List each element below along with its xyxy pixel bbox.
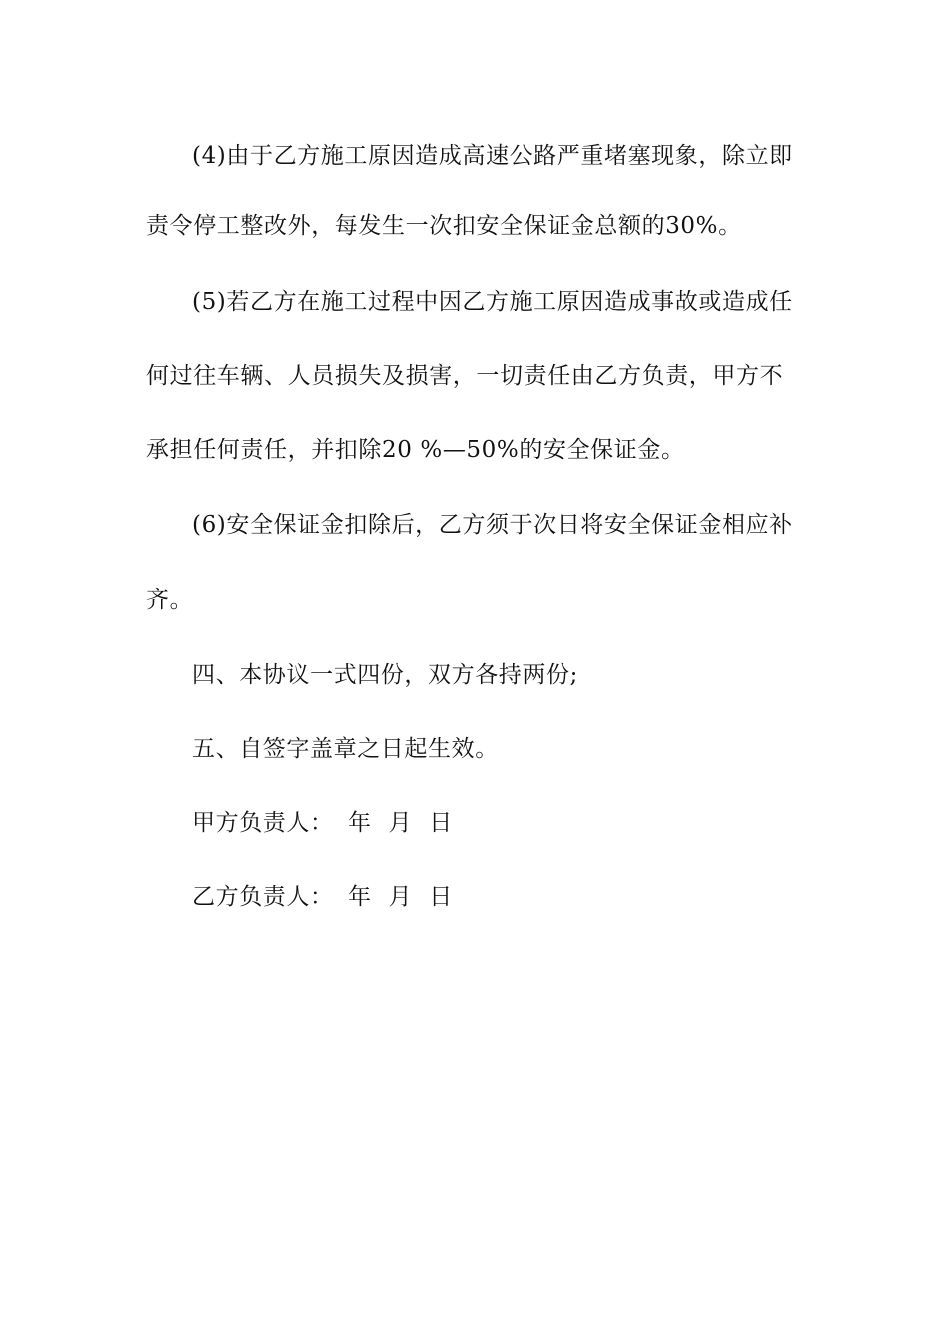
party-b-signature-line (192, 882, 453, 912)
party-b-month: 月 (388, 884, 413, 910)
party-a-label: 甲方负责人： (192, 810, 334, 836)
party-a-year: 年 (348, 810, 372, 836)
paragraph-6-line-2: 齐。 (146, 587, 194, 613)
party-a-signature-line (192, 808, 453, 838)
clause-four: 四、本协议一式四份，双方各持两份; (192, 662, 578, 688)
paragraph-6-line-1: (6)安全保证金扣除后，乙方须于次日将安全保证金相应补 (192, 512, 793, 538)
paragraph-5-line-2: 何过往车辆、人员损失及损害，一切责任由乙方负责，甲方不 (146, 363, 784, 389)
party-a-day: 日 (429, 810, 453, 836)
paragraph-4-line-2: 责令停工整改外，每发生一次扣安全保证金总额的30%。 (146, 213, 742, 239)
clause-five: 五、自签字盖章之日起生效。 (192, 736, 499, 762)
party-b-day: 日 (429, 884, 453, 910)
party-b-label: 乙方负责人： (192, 884, 334, 910)
paragraph-5-line-1: (5)若乙方在施工过程中因乙方施工原因造成事故或造成任 (192, 289, 793, 315)
party-a-month: 月 (388, 810, 413, 836)
paragraph-4-line-1: (4)由于乙方施工原因造成高速公路严重堵塞现象，除立即 (192, 143, 793, 169)
party-b-year: 年 (348, 884, 372, 910)
paragraph-5-line-3: 承担任何责任，并扣除20 %—50%的安全保证金。 (146, 437, 685, 463)
